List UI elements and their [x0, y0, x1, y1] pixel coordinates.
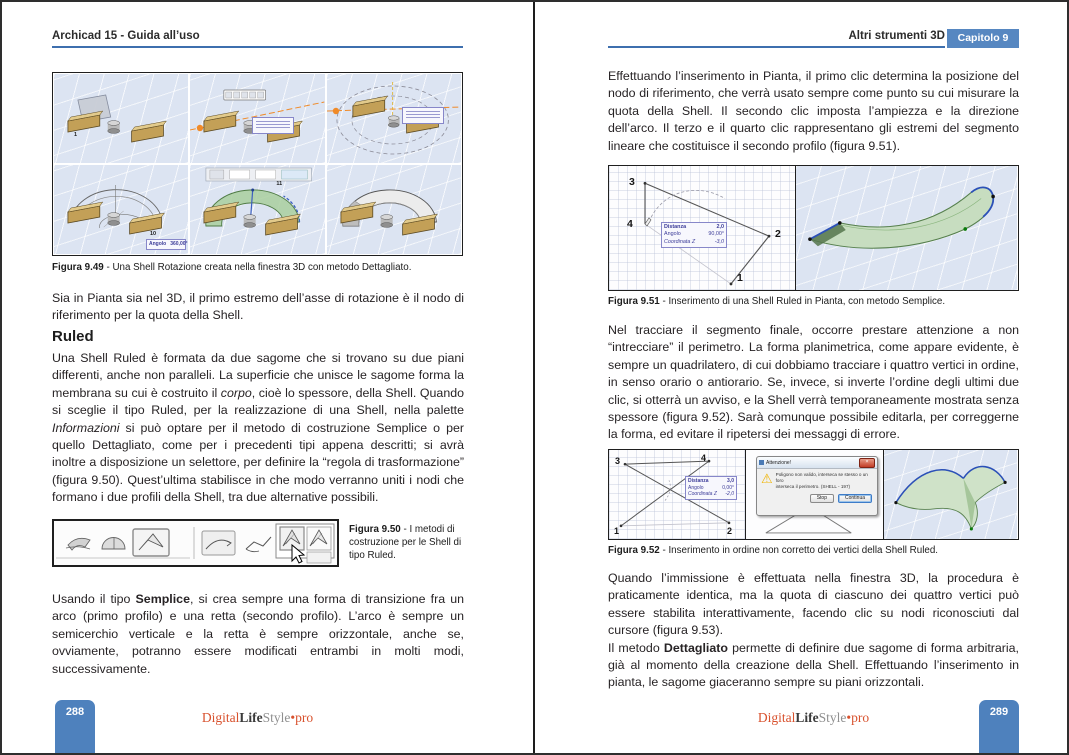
shell-construction-toolbar-drawing [54, 521, 337, 565]
paragraph-intrecciare: Nel tracciare il segmento finale, occorre prestare attenzione a non “intrecciare” il perimetro. La forma planimetrica, come appare evidente, è sempre un quadrilatero, di cui dobbiamo tracciare i quattro vertici in ordine, in senso orario o antiorario. Se, invece, si inverte l’ordine degli ultimi due clic, si otterrà un avviso, e la Shell verrà temporaneamente mostrata senza spessore (figura 9.52). Sarà comunque possibile editarla, per correggerne la forma, ed evitare il ripetersi dei messaggi di errore. [608, 323, 1019, 442]
figure-9-49-caption-label: Figura 9.49 [52, 262, 104, 273]
heading-ruled: Ruled [52, 328, 94, 345]
plan-point-1: 1 [737, 272, 743, 284]
stop-button: Stop [810, 494, 834, 503]
dialog-message-line1: Poligono non valido, interseca se stesso o un foro [775, 472, 868, 484]
running-head-left: Archicad 15 - Guida all’uso [52, 30, 200, 42]
angle-tooltip-label: Angolo [149, 241, 167, 247]
figure-9-50-caption-label: Figura 9.50 [349, 524, 401, 535]
plan-point-4: 4 [627, 218, 633, 230]
method-dettagliato-icon [246, 537, 271, 552]
method-semplice-icon [202, 531, 235, 555]
paragraph-rotation-reference: Sia in Pianta sia nel 3D, il primo estremo dell’asse di rotazione è il nodo di riferimento per la quota della Shell. [52, 291, 464, 323]
figure-9-52-dialog-panel [745, 450, 883, 539]
paragraph-finestra-3d [608, 570, 1019, 692]
figure-9-51 [608, 165, 1019, 291]
logo-style: Style [262, 710, 291, 725]
tooltip-label-angolo: Angolo [664, 231, 681, 238]
logo-bullet: • [290, 710, 296, 725]
paragraph-dettagliato-post: permette di definire due sagome di forma arbitraria, già al momento della creazione della Shell. Effettuando l’inserimento in pianta, le sagome giaceranno sempre su piani orizzontali. [608, 640, 1019, 690]
warning-dialog-body [757, 469, 877, 492]
tooltip-label-distanza: Distanza [664, 224, 687, 230]
angle-tooltip [146, 239, 186, 250]
figure-9-52-caption-text: - Inserimento in ordine non corretto dei vertici della Shell Ruled. [659, 545, 938, 556]
tooltip-value-distanza: 2,0 [716, 224, 724, 230]
shell-ruled-icon [133, 529, 169, 556]
paragraph-semplice-c: , si crea sempre una forma di transizione fra un arco (primo profilo) e una retta (secondo profilo). L’arco è sempre un semicerchio verticale e la retta è sempre orizzontale, anche se, ovviamente, potranno essere modificati entrambi in molti modi, successivamente. [52, 592, 464, 676]
plan-point-2: 2 [775, 228, 781, 240]
logo-pro: pro [851, 710, 870, 725]
tooltip-label-coordinata: Coordinata Z [688, 491, 717, 498]
plan-point-1: 1 [614, 526, 620, 536]
warning-icon: ⚠ [761, 471, 773, 486]
figure-9-52-caption-label: Figura 9.52 [608, 545, 660, 556]
tooltip-label-coordinata: Coordinata Z [664, 238, 696, 245]
dialog-app-icon [759, 460, 764, 465]
figure-9-49-panel-5 [190, 165, 324, 254]
figure-9-49-grid [54, 74, 461, 254]
figure-9-49-panel-1 [54, 74, 188, 163]
paragraph-ruled-intro-a: Una Shell Ruled è formata da due sagome che si trovano su due piani differenti, anche non paralleli. La superficie che unisce le sagome forma la membrana su cui è costruito il [52, 351, 464, 400]
shell-final-solid-drawing [327, 165, 461, 254]
angle-tooltip-value: 360,00° [170, 241, 188, 247]
figure-9-52-3d-panel [883, 450, 1017, 539]
figure-9-49-panel-6 [327, 165, 461, 254]
figure-9-49-caption [52, 261, 463, 274]
paragraph-ruled-intro-c: si può optare per il metodo di costruzione Semplice o per quello Dettagliato, come per i precedenti tipi appena descritti; si avrà inoltre a disposizione un selettore, per definire la “regola di trasformazione” (figura 9.50). Quest’ultima stabilisce in che modo verranno uniti i nodi che formano i due profili della Shell, tra due alternative possibili. [52, 420, 464, 505]
warning-dialog-titlebar [757, 457, 877, 469]
coordinate-tooltip [661, 222, 727, 248]
dialog-title: Attenzione! [766, 459, 792, 466]
running-head-right: Altri strumenti 3D [848, 30, 945, 42]
logo-pro: pro [295, 710, 314, 725]
plan-point-2: 2 [727, 526, 733, 536]
plan-point-3: 3 [629, 176, 635, 188]
page-right [535, 2, 1067, 753]
figure-9-51-3d-panel [795, 166, 1017, 290]
figure-9-50-caption-text: - I metodi di costruzione per le Shell di tipo Ruled. [349, 524, 462, 561]
paragraph-semplice-a: Usando il tipo [52, 592, 136, 606]
logo-digital: Digital [757, 710, 796, 725]
figure-9-49-panel-4 [54, 165, 188, 254]
paragraph-dettagliato-bold: Dettagliato [663, 640, 728, 655]
publisher-logo-left [52, 710, 463, 726]
dialog-message [776, 472, 874, 491]
figure-9-51-caption-label: Figura 9.51 [608, 296, 660, 307]
paragraph-ruled-intro-b: , cioè lo spessore, della Shell. Quando si sceglie il tipo Ruled, per la realizzazione di una Shell, nella palette [52, 385, 464, 418]
page-number-left: 288 [55, 700, 95, 753]
page-number-right: 289 [979, 700, 1019, 753]
warning-dialog [756, 456, 878, 516]
continua-button: Continua [838, 494, 872, 503]
logo-bullet: • [846, 710, 852, 725]
logo-life: Life [795, 710, 819, 725]
tooltip-label-distanza: Distanza [688, 478, 709, 484]
tooltip-value-distanza: 3,0 [727, 478, 734, 484]
shell-green-preview-drawing [190, 165, 324, 254]
figure-9-51-plan-panel [609, 166, 795, 290]
paragraph-dettagliato-pre: Il metodo [608, 640, 664, 655]
tooltip-label-angolo: Angolo [688, 484, 704, 491]
close-icon: × [859, 458, 875, 468]
coordinate-tooltip [252, 117, 294, 134]
figure-9-49-panel-2 [190, 74, 324, 163]
ruled-variants-flyout [276, 524, 334, 563]
publisher-logo-right [608, 710, 1019, 726]
figure-9-52 [608, 449, 1019, 540]
paragraph-ruled-intro-informazioni: Informazioni [52, 420, 120, 435]
page-left [2, 2, 533, 753]
head-rule-left [52, 46, 463, 48]
paragraph-finestra-3d-a: Quando l’immissione è effettuata nella finestra 3D, la procedura è praticamente identica, ma la quota di ciascuno dei quattro vertici può essere stabilita interattivamente, facendo clic su nodi riconosciuti dal cursore (figura 9.53). [608, 571, 1019, 638]
plan-point-4: 4 [701, 453, 707, 463]
figure-9-52-plan-panel [609, 450, 745, 539]
coordinate-tooltip [685, 476, 737, 500]
step-label-1: 1 [74, 132, 78, 138]
shell-revolved-icon [102, 538, 125, 550]
figure-9-52-caption [608, 544, 1019, 557]
figure-9-49-caption-text: - Una Shell Rotazione creata nella finestra 3D con metodo Dettagliato. [103, 262, 412, 273]
figure-9-50 [52, 519, 339, 567]
figure-9-49-panel-3 [327, 74, 461, 163]
dialog-message-line2: interseca il perimetro. (SHELL - 197) [775, 484, 851, 490]
chapter-badge: Capitolo 9 [947, 29, 1019, 48]
figure-9-51-caption-text: - Inserimento di una Shell Ruled in Pianta, con metodo Semplice. [659, 296, 946, 307]
figure-9-50-caption [349, 523, 467, 562]
step-label-11: 11 [276, 181, 283, 187]
shell-extruded-icon [66, 538, 90, 550]
logo-life: Life [239, 710, 263, 725]
logo-digital: Digital [201, 710, 240, 725]
invalid-shell-3d-drawing [884, 450, 1017, 539]
ruled-shell-3d-drawing [796, 166, 1017, 290]
paragraph-inserimento-pianta: Effettuando l’inserimento in Pianta, il primo clic determina la posizione del nodo di riferimento, che verrà usato sempre come punto su cui misurare la quota della Shell. Il secondo clic imposta l’ampiezza e la direzione dell’arco. Il terzo e il quarto clic rappresentano gli estremi del segmento lineare che costituisce il secondo profilo (figura 9.51). [608, 69, 1019, 153]
logo-style: Style [818, 710, 847, 725]
paragraph-semplice [52, 591, 464, 678]
shell-scene-start-drawing [54, 74, 188, 163]
tooltip-value-angolo: 90,00° [708, 231, 724, 238]
paragraph-semplice-bold: Semplice [135, 592, 190, 606]
warning-dialog-buttons [757, 492, 877, 503]
tooltip-value-coordinata: -2,0 [725, 491, 734, 498]
head-rule-right [608, 46, 945, 48]
plan-point-3: 3 [615, 456, 621, 466]
step-label-10: 10 [150, 231, 157, 237]
figure-9-49 [52, 72, 463, 256]
coordinate-tooltip [402, 107, 444, 124]
paragraph-ruled-intro-corpo: corpo [220, 385, 252, 400]
paragraph-ruled-intro [52, 350, 464, 507]
tooltip-value-angolo: 0,00° [722, 484, 734, 491]
tooltip-value-coordinata: -3,0 [714, 238, 724, 245]
figure-9-51-caption [608, 295, 1019, 308]
